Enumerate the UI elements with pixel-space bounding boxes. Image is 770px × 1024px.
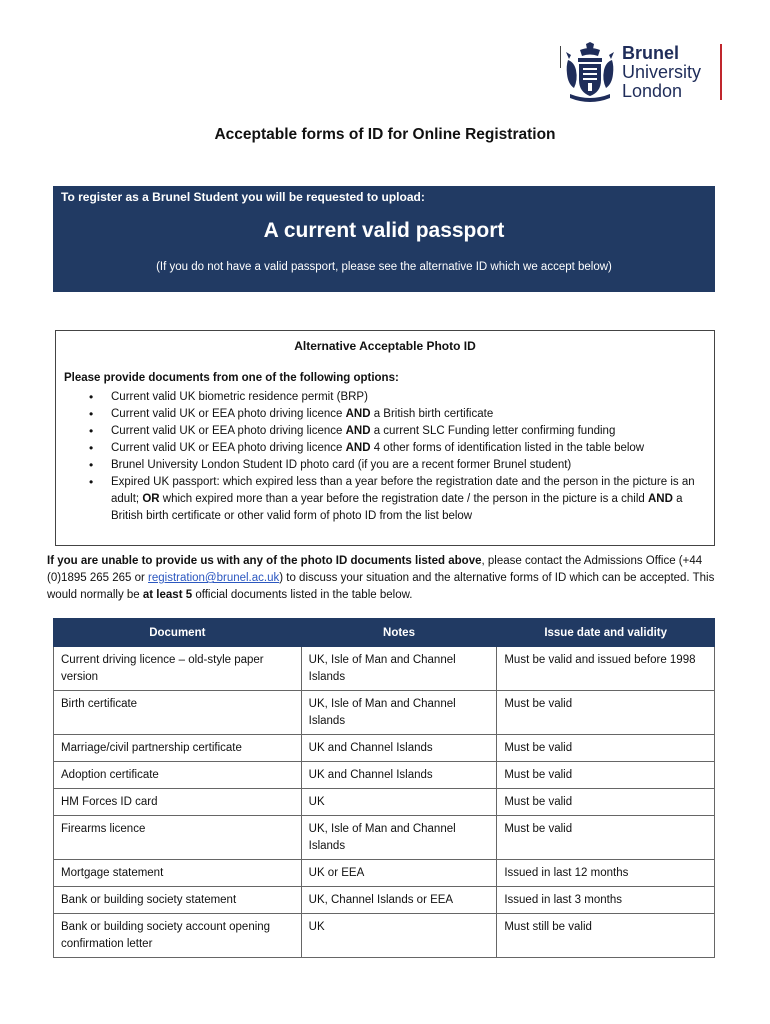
table-row xyxy=(54,887,715,914)
contact-bold-count: at least 5 xyxy=(142,589,193,601)
logo-red-bar xyxy=(720,44,722,100)
table-row xyxy=(54,735,715,762)
table-header-row xyxy=(54,619,715,647)
table-row xyxy=(54,816,715,860)
table-row xyxy=(54,914,715,958)
header-notes: Notes xyxy=(301,619,497,647)
cell-notes: UK, Isle of Man and Channel Islands xyxy=(301,816,497,860)
list-item: • Current valid UK or EEA photo driving licence AND a British birth certificate xyxy=(111,406,707,423)
table-row xyxy=(54,762,715,789)
registration-email-link[interactable]: registration@brunel.ac.uk xyxy=(148,572,280,584)
list-item: • Expired UK passport: which expired less than a year before the registration date and the person in the picture is an adult; OR which expired more than a year before the registration date / the person in the picture is a child AND a British birth certificate or other valid form of photo ID from the list below xyxy=(111,474,707,525)
logo-divider xyxy=(560,46,561,68)
cell-document: Firearms licence xyxy=(54,816,302,860)
cell-document: Birth certificate xyxy=(54,691,302,735)
list-item: • Brunel University London Student ID photo card (if you are a recent former Brunel student) xyxy=(111,457,707,474)
list-item: • Current valid UK or EEA photo driving licence AND a current SLC Funding letter confirming funding xyxy=(111,423,707,440)
cell-document: Mortgage statement xyxy=(54,860,302,887)
cell-notes: UK, Isle of Man and Channel Islands xyxy=(301,691,497,735)
cell-notes: UK, Channel Islands or EEA xyxy=(301,887,497,914)
contact-paragraph: If you are unable to provide us with any of the photo ID documents listed above, please contact the Admissions Office (+44 (0)1895 265 265 or registration@brunel.ac.uk) to discuss your situation and the alternative forms of ID which can be accepted. This would normally be at least 5 official documents listed in the table below. xyxy=(47,555,715,601)
cell-document: Adoption certificate xyxy=(54,762,302,789)
banner-subtext: (If you do not have a valid passport, please see the alternative ID which we accept below) xyxy=(156,261,612,273)
cell-notes: UK xyxy=(301,914,497,958)
cell-notes: UK and Channel Islands xyxy=(301,735,497,762)
table-row xyxy=(54,647,715,691)
table-row xyxy=(54,691,715,735)
passport-banner xyxy=(53,186,715,292)
documents-table xyxy=(53,618,715,958)
cell-validity: Must be valid xyxy=(497,762,715,789)
cell-document: Bank or building society statement xyxy=(54,887,302,914)
logo-line-1: Brunel xyxy=(622,43,680,63)
cell-notes: UK and Channel Islands xyxy=(301,762,497,789)
table-row xyxy=(54,789,715,816)
cell-document: Bank or building society account opening confirmation letter xyxy=(54,914,302,958)
page-title: Acceptable forms of ID for Online Registration xyxy=(214,126,556,143)
cell-notes: UK xyxy=(301,789,497,816)
logo-line-3: London xyxy=(622,81,683,101)
cell-document: Marriage/civil partnership certificate xyxy=(54,735,302,762)
banner-headline: A current valid passport xyxy=(263,219,505,242)
logo-wordmark xyxy=(622,44,701,101)
table-row xyxy=(54,860,715,887)
cell-validity: Issued in last 3 months xyxy=(497,887,715,914)
alternative-id-list xyxy=(111,389,707,525)
cell-validity: Issued in last 12 months xyxy=(497,860,715,887)
list-item: • Current valid UK or EEA photo driving licence AND 4 other forms of identification listed in the table below xyxy=(111,440,707,457)
alternative-id-box xyxy=(55,330,715,546)
contact-bold-lead: If you are unable to provide us with any of the photo ID documents listed above xyxy=(47,555,482,567)
header-validity: Issue date and validity xyxy=(497,619,715,647)
alternative-id-intro: Please provide documents from one of the following options: xyxy=(64,372,399,384)
cell-document: Current driving licence – old-style paper version xyxy=(54,647,302,691)
header-document: Document xyxy=(54,619,302,647)
cell-validity: Must still be valid xyxy=(497,914,715,958)
cell-notes: UK, Isle of Man and Channel Islands xyxy=(301,647,497,691)
cell-validity: Must be valid xyxy=(497,789,715,816)
alternative-id-title: Alternative Acceptable Photo ID xyxy=(294,339,476,353)
crest-icon xyxy=(564,42,616,104)
cell-validity: Must be valid and issued before 1998 xyxy=(497,647,715,691)
logo-line-2: University xyxy=(622,62,702,82)
list-item: • Current valid UK biometric residence permit (BRP) xyxy=(111,389,707,406)
brunel-logo xyxy=(560,42,725,104)
cell-validity: Must be valid xyxy=(497,691,715,735)
cell-validity: Must be valid xyxy=(497,735,715,762)
cell-notes: UK or EEA xyxy=(301,860,497,887)
cell-validity: Must be valid xyxy=(497,816,715,860)
cell-document: HM Forces ID card xyxy=(54,789,302,816)
banner-intro: To register as a Brunel Student you will be requested to upload: xyxy=(61,190,425,204)
